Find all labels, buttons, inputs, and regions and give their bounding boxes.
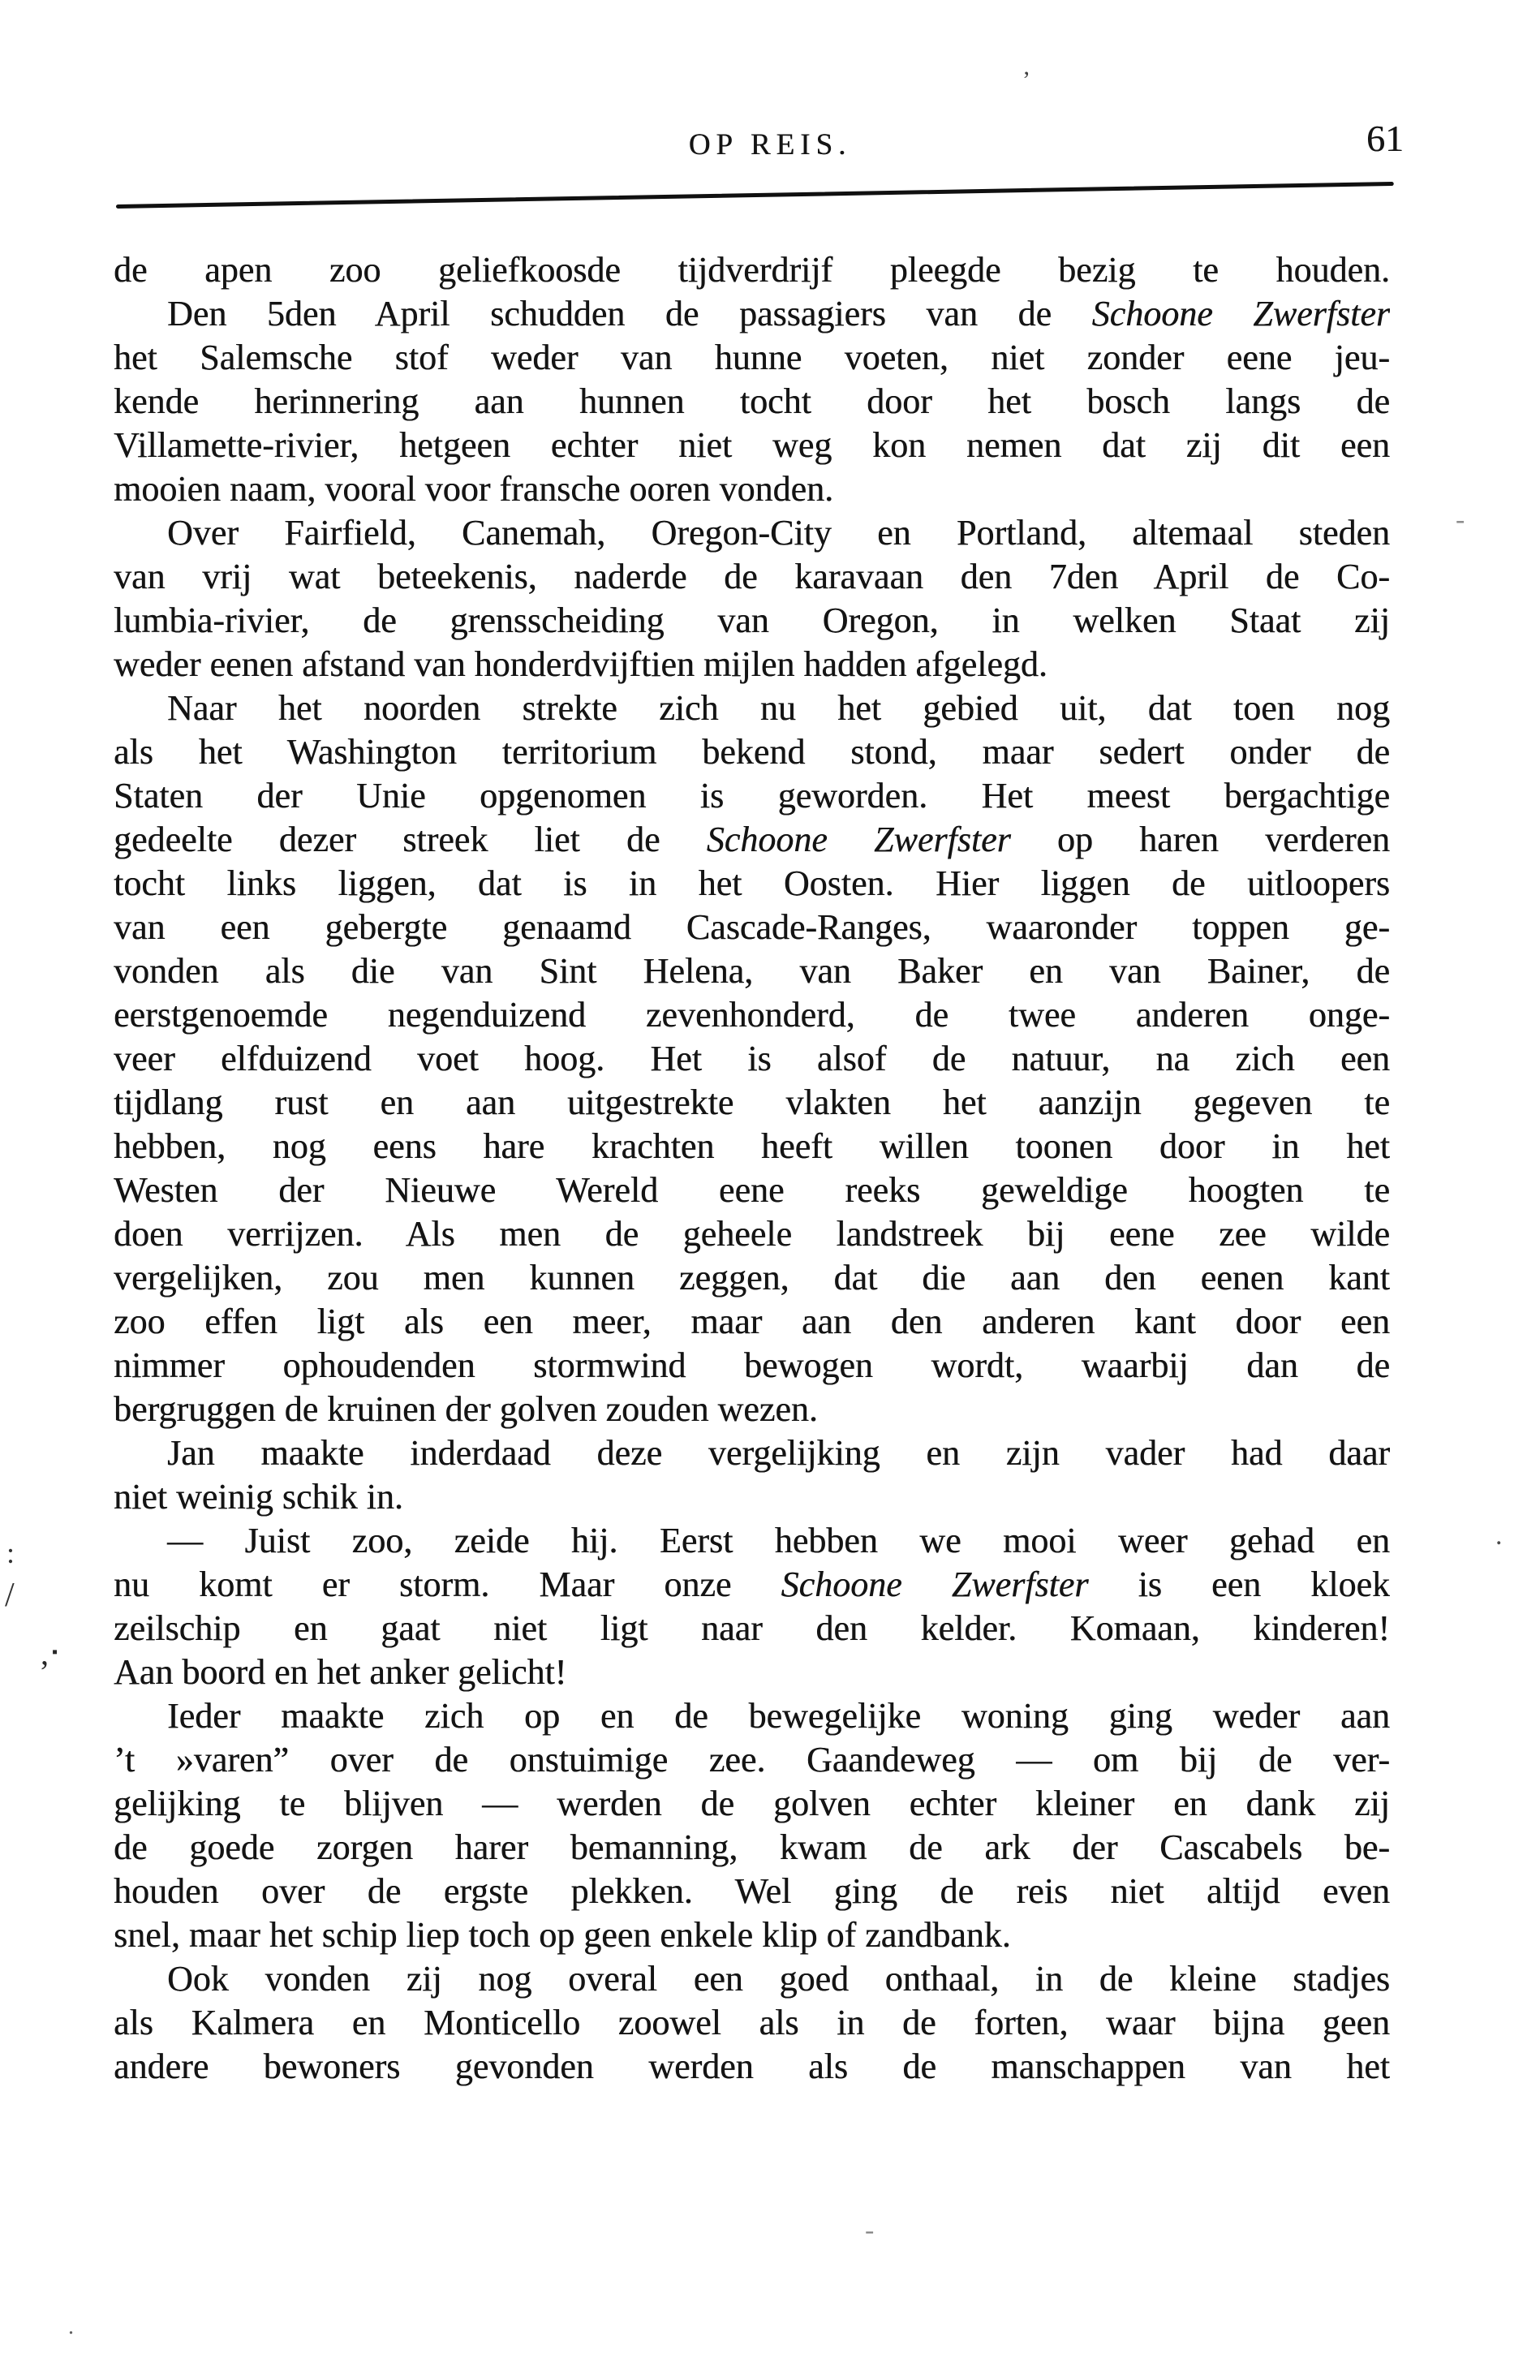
scan-speck: . bbox=[1495, 1521, 1503, 1551]
text-run: vonden als die van Sint Helena, van Baker en van Bainer, de bbox=[114, 951, 1390, 991]
text-run: niet weinig schik in. bbox=[114, 1477, 403, 1517]
text-run: hebben, nog eens hare krachten heeft willen toonen door in het bbox=[114, 1126, 1390, 1166]
text-run: Den 5den April schudden de passagiers van de bbox=[167, 294, 1092, 334]
text-run: weder eenen afstand van honderdvijftien mijlen hadden afgelegd. bbox=[114, 644, 1047, 684]
text-run: van een gebergte genaamd Cascade-Ranges, waaronder toppen ge- bbox=[114, 907, 1390, 947]
text-line bbox=[114, 1782, 1390, 1826]
text-run: Naar het noorden strekte zich nu het gebied uit, dat toen nog bbox=[167, 688, 1390, 728]
text-line bbox=[114, 818, 1390, 862]
text-run: — Juist zoo, zeide hij. Eerst hebben we mooi weer gehad en bbox=[167, 1521, 1390, 1560]
text-line bbox=[114, 1300, 1390, 1344]
text-run: zeilschip en gaat niet ligt naar den kelder. Komaan, kinderen! bbox=[114, 1608, 1390, 1648]
text-run: tijdlang rust en aan uitgestrekte vlakten het aanzijn gegeven te bbox=[114, 1082, 1390, 1122]
text-run: de goede zorgen harer bemanning, kwam de ark der Cascabels be- bbox=[114, 1827, 1390, 1867]
page-number: 61 bbox=[1366, 118, 1404, 159]
text-line bbox=[114, 380, 1390, 424]
text-line bbox=[114, 599, 1390, 643]
text-line bbox=[114, 993, 1390, 1037]
ship-name-italic: Schoone Zwerfster bbox=[706, 820, 1011, 859]
text-run: kende herinnering aan hunnen tocht door het bosch langs de bbox=[114, 381, 1390, 421]
text-run: Villamette-rivier, hetgeen echter niet weg kon nemen dat zij dit een bbox=[114, 425, 1390, 465]
text-line bbox=[114, 467, 1390, 511]
text-line bbox=[114, 1125, 1390, 1168]
text-line bbox=[114, 1168, 1390, 1212]
text-line bbox=[114, 555, 1390, 599]
text-line bbox=[114, 1738, 1390, 1782]
ship-name-italic: Schoone Zwerfster bbox=[1091, 294, 1390, 334]
text-line bbox=[114, 1651, 1390, 1694]
text-run: zoo effen ligt als een meer, maar aan den anderen kant door een bbox=[114, 1302, 1390, 1341]
text-run: Aan boord en het anker gelicht! bbox=[114, 1652, 567, 1692]
scan-speck: . bbox=[68, 2314, 74, 2339]
text-line bbox=[114, 774, 1390, 818]
text-run: Ieder maakte zich op en de bewegelijke woning ging weder aan bbox=[167, 1696, 1390, 1736]
text-line bbox=[114, 1475, 1390, 1519]
running-header-title: OP REIS. bbox=[688, 128, 852, 161]
text-run: op haren verderen bbox=[1010, 820, 1390, 859]
text-run: is een kloek bbox=[1088, 1564, 1390, 1604]
text-run: houden over de ergste plekken. Wel ging de reis niet altijd even bbox=[114, 1871, 1390, 1911]
text-line bbox=[114, 1519, 1390, 1563]
text-line bbox=[114, 1081, 1390, 1125]
text-line bbox=[114, 1870, 1390, 1913]
text-run: nu komt er storm. Maar onze bbox=[114, 1564, 781, 1604]
text-line bbox=[114, 1957, 1390, 2001]
scan-speck: - bbox=[865, 2215, 875, 2245]
text-run: het Salemsche stof weder van hunne voeten, niet zonder eene jeu- bbox=[114, 338, 1390, 377]
text-line bbox=[114, 906, 1390, 949]
text-run: Ook vonden zij nog overal een goed onthaal, in de kleine stadjes bbox=[167, 1959, 1390, 1999]
text-run: bergruggen de kruinen der golven zouden wezen. bbox=[114, 1389, 818, 1429]
text-run: snel, maar het schip liep toch op geen enkele klip of zandbank. bbox=[114, 1915, 1011, 1955]
text-run: de apen zoo geliefkoosde tijdverdrijf pleegde bezig te houden. bbox=[114, 250, 1390, 290]
text-run: Jan maakte inderdaad deze vergelijking en zijn vader had daar bbox=[167, 1433, 1390, 1473]
text-run: lumbia-rivier, de grensscheiding van Oregon, in welken Staat zij bbox=[114, 600, 1390, 640]
text-run: veer elfduizend voet hoog. Het is alsof de natuur, na zich een bbox=[114, 1039, 1390, 1078]
text-line bbox=[114, 2001, 1390, 2045]
text-run: gelijking te blijven — werden de golven echter kleiner en dank zij bbox=[114, 1784, 1390, 1823]
text-run: mooien naam, vooral voor fransche ooren vonden. bbox=[114, 469, 834, 509]
text-line bbox=[114, 1913, 1390, 1957]
text-run: als het Washington territorium bekend stond, maar sedert onder de bbox=[114, 732, 1390, 772]
text-line bbox=[114, 336, 1390, 380]
scan-speck: ▪ bbox=[52, 1643, 58, 1661]
text-run: nimmer ophoudenden stormwind bewogen wordt, waarbij dan de bbox=[114, 1345, 1390, 1385]
text-line bbox=[114, 949, 1390, 993]
scan-speck: - bbox=[1456, 505, 1465, 535]
text-run: Westen der Nieuwe Wereld eene reeks geweldige hoogten te bbox=[114, 1170, 1390, 1210]
text-line bbox=[114, 686, 1390, 730]
scan-speck: : bbox=[6, 1537, 15, 1569]
scan-speck: , bbox=[41, 1635, 49, 1672]
text-line bbox=[114, 248, 1390, 292]
text-line bbox=[114, 862, 1390, 906]
text-run: andere bewoners gevonden werden als de manschappen van het bbox=[114, 2046, 1390, 2086]
text-line bbox=[114, 1826, 1390, 1870]
text-line bbox=[114, 730, 1390, 774]
ship-name-italic: Schoone Zwerfster bbox=[781, 1564, 1089, 1604]
text-line bbox=[114, 292, 1390, 336]
text-line bbox=[114, 1694, 1390, 1738]
header-rule bbox=[116, 182, 1394, 209]
text-run: eerstgenoemde negenduizend zevenhonderd, de twee anderen onge- bbox=[114, 995, 1390, 1035]
text-line bbox=[114, 511, 1390, 555]
text-line bbox=[114, 1607, 1390, 1651]
text-line bbox=[114, 1563, 1390, 1607]
scan-speck: ’ bbox=[1022, 67, 1030, 93]
text-line bbox=[114, 1212, 1390, 1256]
text-run: ’t »varen” over de onstuimige zee. Gaandeweg — om bij de ver- bbox=[114, 1740, 1390, 1780]
text-line bbox=[114, 1344, 1390, 1388]
text-run: Over Fairfield, Canemah, Oregon-City en Portland, altemaal steden bbox=[167, 513, 1390, 553]
text-run: Staten der Unie opgenomen is geworden. Het meest bergachtige bbox=[114, 776, 1390, 816]
text-run: als Kalmera en Monticello zoowel als in de forten, waar bijna geen bbox=[114, 2003, 1390, 2042]
text-run: van vrij wat beteekenis, naderde de karavaan den 7den April de Co- bbox=[114, 557, 1390, 596]
text-run: gedeelte dezer streek liet de bbox=[114, 820, 707, 859]
text-line bbox=[114, 1431, 1390, 1475]
text-line bbox=[114, 1388, 1390, 1431]
text-line bbox=[114, 2045, 1390, 2089]
page-body bbox=[114, 248, 1390, 2089]
text-line bbox=[114, 1037, 1390, 1081]
text-run: vergelijken, zou men kunnen zeggen, dat die aan den eenen kant bbox=[114, 1258, 1390, 1298]
text-line bbox=[114, 1256, 1390, 1300]
text-run: doen verrijzen. Als men de geheele landstreek bij eene zee wilde bbox=[114, 1214, 1390, 1254]
text-line bbox=[114, 424, 1390, 467]
text-line bbox=[114, 643, 1390, 686]
scan-speck: / bbox=[5, 1577, 15, 1614]
text-run: tocht links liggen, dat is in het Oosten. Hier liggen de uitloopers bbox=[114, 863, 1390, 903]
